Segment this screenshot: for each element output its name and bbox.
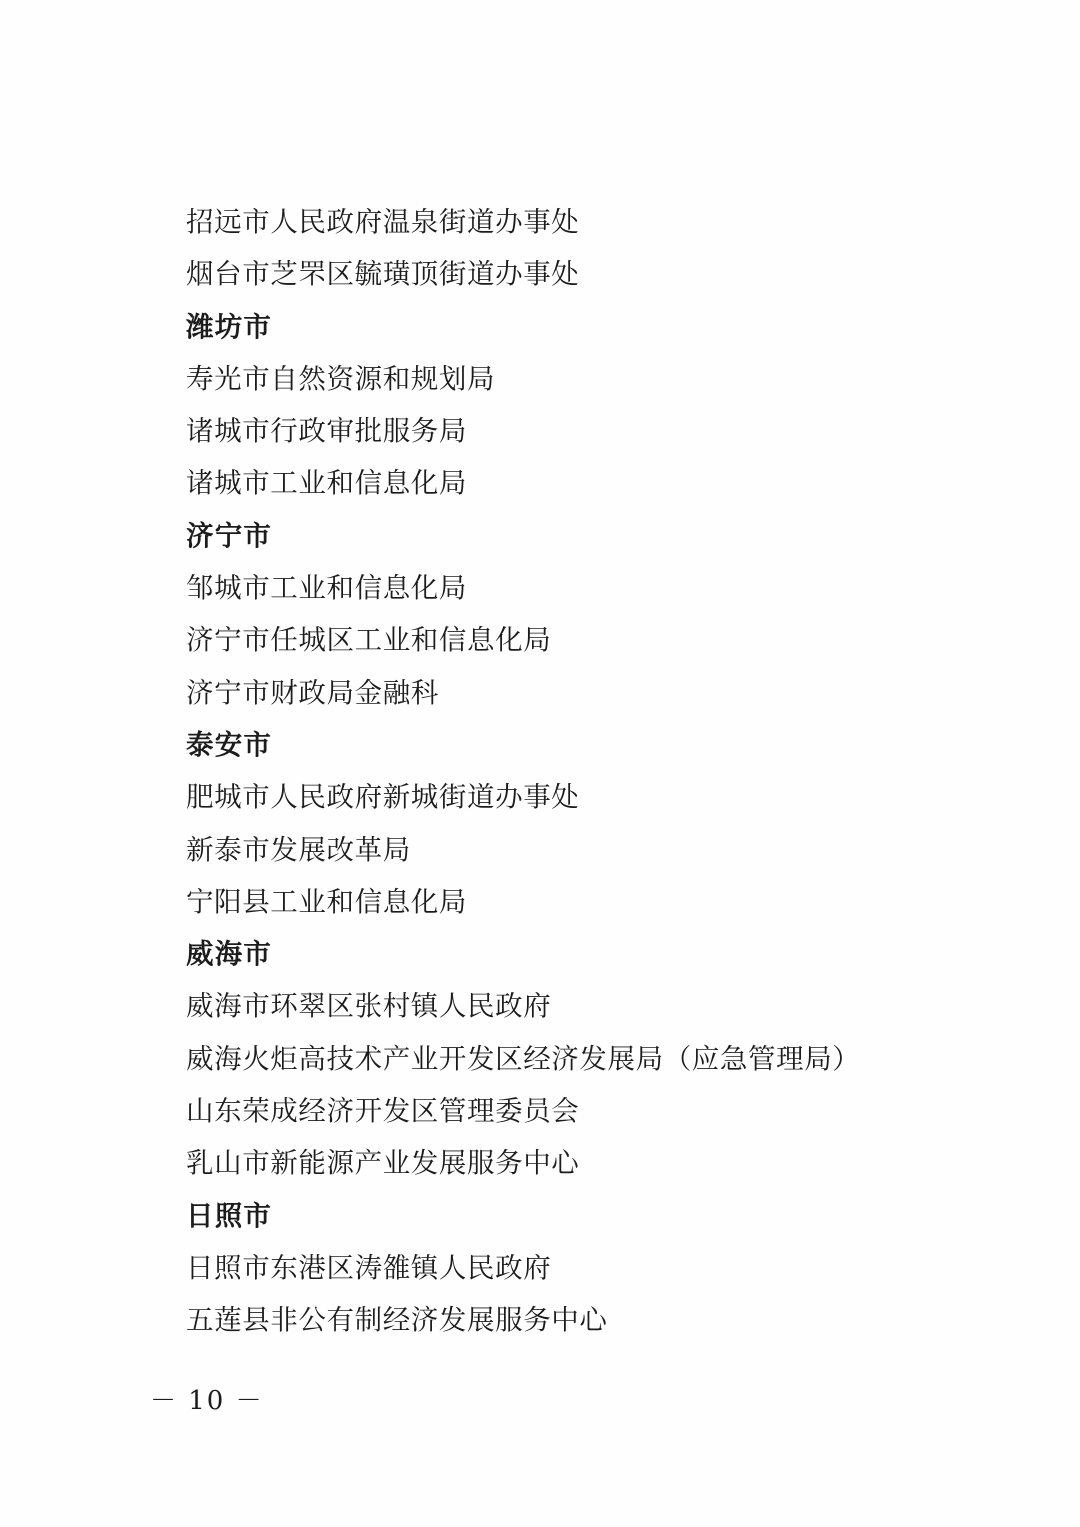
page-number: － 10 － <box>150 1386 264 1416</box>
section-heading: 威海市 <box>186 938 273 971</box>
list-item: 乳山市新能源产业发展服务中心 <box>186 1147 580 1180</box>
section-heading: 济宁市 <box>186 519 273 552</box>
list-item: 威海火炬高技术产业开发区经济发展局（应急管理局） <box>186 1042 861 1075</box>
list-item: 诸城市行政审批服务局 <box>186 415 467 448</box>
list-item: 日照市东港区涛雒镇人民政府 <box>186 1251 552 1284</box>
list-item: 山东荣成经济开发区管理委员会 <box>186 1095 580 1128</box>
list-item: 烟台市芝罘区毓璜顶街道办事处 <box>186 258 580 291</box>
list-item: 招远市人民政府温泉街道办事处 <box>186 206 580 238</box>
list-item: 寿光市自然资源和规划局 <box>186 362 496 395</box>
list-item: 新泰市发展改革局 <box>186 833 411 866</box>
list-item: 肥城市人民政府新城街道办事处 <box>186 781 580 814</box>
section-heading: 日照市 <box>186 1199 273 1232</box>
list-item: 五莲县非公有制经济发展服务中心 <box>186 1304 608 1337</box>
section-heading: 泰安市 <box>186 728 273 761</box>
list-item: 宁阳县工业和信息化局 <box>186 885 467 918</box>
section-heading: 潍坊市 <box>186 310 273 343</box>
list-item: 威海市环翠区张村镇人民政府 <box>186 990 552 1023</box>
list-item: 济宁市任城区工业和信息化局 <box>186 624 552 657</box>
document-body <box>186 196 946 1347</box>
list-item: 邹城市工业和信息化局 <box>186 572 467 605</box>
list-item: 诸城市工业和信息化局 <box>186 467 467 500</box>
list-item: 济宁市财政局金融科 <box>186 676 439 709</box>
